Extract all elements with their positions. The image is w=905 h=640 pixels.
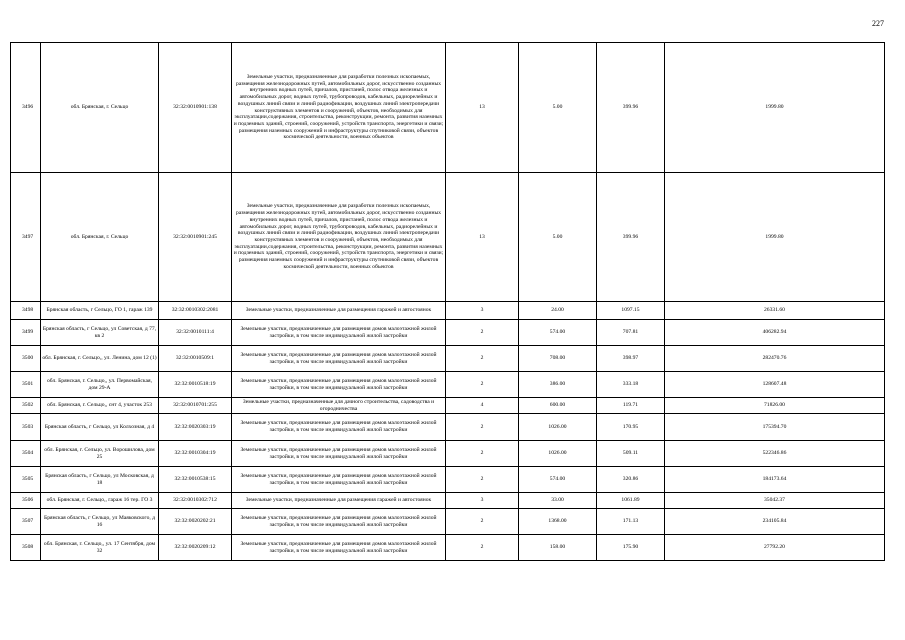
row-cadastral-value: 71826.00 bbox=[665, 398, 885, 414]
row-cadastral-number: 32:32:0010701:255 bbox=[159, 398, 232, 414]
row-unit-price: 1061.89 bbox=[597, 493, 665, 509]
row-land-use: Земельные участки, предназначенные для размещения домов малоэтажной жилой застройки, в том числе индивидуальной жилой застройки bbox=[232, 346, 446, 372]
row-land-use: Земельные участки, предназначенные для размещения домов малоэтажной жилой застройки, в том числе индивидуальной жилой застройки bbox=[232, 414, 446, 441]
row-cadastral-value: 234105.84 bbox=[665, 509, 885, 535]
row-address: обл. Брянская, г. Сельцо,, ул. Ленина, дом 12 (1) bbox=[41, 346, 159, 372]
row-unit-price: 320.86 bbox=[597, 467, 665, 493]
table-row bbox=[11, 467, 885, 493]
row-cadastral-value: 26331.60 bbox=[665, 302, 885, 320]
row-land-use: Земельные участки, предназначенные для дачного строительства, садоводства и огородничества bbox=[232, 398, 446, 414]
row-cadastral-number: 32:32:0010518:19 bbox=[159, 372, 232, 398]
row-group: 2 bbox=[446, 320, 519, 346]
row-cadastral-value: 27792.20 bbox=[665, 535, 885, 561]
row-unit-price: 171.13 bbox=[597, 509, 665, 535]
row-number: 3500 bbox=[11, 346, 41, 372]
row-group: 2 bbox=[446, 535, 519, 561]
row-cadastral-value: 35042.37 bbox=[665, 493, 885, 509]
row-land-use: Земельные участки, предназначенные для размещения домов малоэтажной жилой застройки, в том числе индивидуальной жилой застройки bbox=[232, 441, 446, 467]
row-cadastral-number: 32:32:0010304:19 bbox=[159, 441, 232, 467]
row-group: 2 bbox=[446, 414, 519, 441]
row-cadastral-number: 32:32:0010538:15 bbox=[159, 467, 232, 493]
row-number: 3508 bbox=[11, 535, 41, 561]
row-group: 13 bbox=[446, 173, 519, 302]
row-number: 3503 bbox=[11, 414, 41, 441]
table-row bbox=[11, 43, 885, 173]
row-group: 2 bbox=[446, 441, 519, 467]
row-area: 574.00 bbox=[519, 320, 597, 346]
row-land-use: Земельные участки, предназначенные для разработки полезных ископаемых, размещения железнодорожных путей, автомобильных дорог, искусственно созданных внутренних водных путей, причалов, пристаней, полос отвода железных и автомобильных дорог, водных путей, трубопроводов, кабельных, радиорелейных и воздушных линий связи и линий радиофикации, воздушных линий электропередачи конструктивных элементов и сооружений, объектов, необходимых для эксплуатации,содержания, строительства, реконструкции, ремонта, развития наземных и подземных зданий, строений, сооружений, устройств транспорта, энергетики и связи; размещения наземных сооружений и инфраструктуры спутниковой связи, объектов космической деятельности, военных объектов bbox=[232, 173, 446, 302]
row-address: обл. Брянская, г. Сельцо,, гараж 16 тер. ГО 3 bbox=[41, 493, 159, 509]
row-number: 3499 bbox=[11, 320, 41, 346]
row-address: Брянская область, г Сельцо, ул Колхозная, д 4 bbox=[41, 414, 159, 441]
row-land-use: Земельные участки, предназначенные для размещения гаражей и автостоянок bbox=[232, 493, 446, 509]
row-cadastral-value: 1999.80 bbox=[665, 43, 885, 173]
row-land-use: Земельные участки, предназначенные для размещения домов малоэтажной жилой застройки, в том числе индивидуальной жилой застройки bbox=[232, 372, 446, 398]
page-number: 227 bbox=[872, 19, 884, 28]
row-area: 158.00 bbox=[519, 535, 597, 561]
row-group: 2 bbox=[446, 509, 519, 535]
row-group: 2 bbox=[446, 467, 519, 493]
row-unit-price: 170.95 bbox=[597, 414, 665, 441]
row-land-use: Земельные участки, предназначенные для размещения домов малоэтажной жилой застройки, в том числе индивидуальной жилой застройки bbox=[232, 535, 446, 561]
row-group: 13 bbox=[446, 43, 519, 173]
row-address: обл. Брянская, г. Сельцо,, ул. 17 Сентября, дом 32 bbox=[41, 535, 159, 561]
row-number: 3497 bbox=[11, 173, 41, 302]
row-number: 3505 bbox=[11, 467, 41, 493]
row-land-use: Земельные участки, предназначенные для разработки полезных ископаемых, размещения железнодорожных путей, автомобильных дорог, искусственно созданных внутренних водных путей, причалов, пристаней, полос отвода железных и автомобильных дорог, водных путей, трубопроводов, кабельных, радиорелейных и воздушных линий связи и линий радиофикации, воздушных линий электропередачи конструктивных элементов и сооружений, объектов, необходимых для эксплуатации,содержания, строительства, реконструкции, ремонта, развития наземных и подземных зданий, строений, сооружений, устройств транспорта, энергетики и связи; размещения наземных сооружений и инфраструктуры спутниковой связи, объектов космической деятельности, военных объектов bbox=[232, 43, 446, 173]
row-cadastral-value: 282470.76 bbox=[665, 346, 885, 372]
row-cadastral-number: 32:32:0010901:245 bbox=[159, 173, 232, 302]
table-row bbox=[11, 173, 885, 302]
table-row bbox=[11, 535, 885, 561]
row-number: 3504 bbox=[11, 441, 41, 467]
row-unit-price: 509.11 bbox=[597, 441, 665, 467]
row-unit-price: 707.81 bbox=[597, 320, 665, 346]
row-unit-price: 399.96 bbox=[597, 173, 665, 302]
row-cadastral-number: 32:32:0020202:21 bbox=[159, 509, 232, 535]
row-cadastral-number: 32:32:0010111:4 bbox=[159, 320, 232, 346]
row-group: 3 bbox=[446, 493, 519, 509]
row-address: Брянская область, г Сельцо, ГО 1, гараж 139 bbox=[41, 302, 159, 320]
row-group: 2 bbox=[446, 372, 519, 398]
row-address: обл. Брянская, г. Сельцо bbox=[41, 43, 159, 173]
row-area: 708.00 bbox=[519, 346, 597, 372]
table-row bbox=[11, 441, 885, 467]
row-number: 3501 bbox=[11, 372, 41, 398]
row-cadastral-value: 184173.64 bbox=[665, 467, 885, 493]
table-row bbox=[11, 509, 885, 535]
table-row bbox=[11, 493, 885, 509]
row-cadastral-value: 128607.48 bbox=[665, 372, 885, 398]
table-body bbox=[11, 43, 885, 561]
row-address: обл. Брянская, г. Сельцо,, ул. Первомайская, дом 29-А bbox=[41, 372, 159, 398]
row-unit-price: 119.71 bbox=[597, 398, 665, 414]
row-unit-price: 175.90 bbox=[597, 535, 665, 561]
table-row bbox=[11, 346, 885, 372]
row-number: 3498 bbox=[11, 302, 41, 320]
row-unit-price: 399.96 bbox=[597, 43, 665, 173]
row-unit-price: 1097.15 bbox=[597, 302, 665, 320]
row-address: Брянская область, г Сельцо, ул Советская, д 77, кв 2 bbox=[41, 320, 159, 346]
cadastral-value-table bbox=[10, 42, 885, 561]
row-area: 1026.00 bbox=[519, 441, 597, 467]
row-cadastral-number: 32:32:0010302:2081 bbox=[159, 302, 232, 320]
row-address: обл. Брянская, г. Сельцо, ул. Ворошилова, дом 25 bbox=[41, 441, 159, 467]
row-number: 3496 bbox=[11, 43, 41, 173]
row-area: 5.00 bbox=[519, 43, 597, 173]
row-group: 3 bbox=[446, 302, 519, 320]
table-row bbox=[11, 320, 885, 346]
row-land-use: Земельные участки, предназначенные для размещения домов малоэтажной жилой застройки, в том числе индивидуальной жилой застройки bbox=[232, 509, 446, 535]
row-number: 3507 bbox=[11, 509, 41, 535]
row-number: 3502 bbox=[11, 398, 41, 414]
row-area: 33.00 bbox=[519, 493, 597, 509]
row-unit-price: 333.18 bbox=[597, 372, 665, 398]
row-cadastral-value: 175394.70 bbox=[665, 414, 885, 441]
row-cadastral-number: 32:32:0020209:12 bbox=[159, 535, 232, 561]
row-area: 5.00 bbox=[519, 173, 597, 302]
row-cadastral-number: 32:32:0010302:712 bbox=[159, 493, 232, 509]
row-address: обл. Брянская, г. Сельцо bbox=[41, 173, 159, 302]
row-number: 3506 bbox=[11, 493, 41, 509]
row-area: 24.00 bbox=[519, 302, 597, 320]
row-cadastral-number: 32:32:0010901:138 bbox=[159, 43, 232, 173]
row-group: 4 bbox=[446, 398, 519, 414]
row-land-use: Земельные участки, предназначенные для размещения гаражей и автостоянок bbox=[232, 302, 446, 320]
row-cadastral-number: 32:32:0020303:19 bbox=[159, 414, 232, 441]
table-row bbox=[11, 414, 885, 441]
row-unit-price: 398.97 bbox=[597, 346, 665, 372]
row-area: 386.00 bbox=[519, 372, 597, 398]
row-area: 574.00 bbox=[519, 467, 597, 493]
row-land-use: Земельные участки, предназначенные для размещения домов малоэтажной жилой застройки, в том числе индивидуальной жилой застройки bbox=[232, 320, 446, 346]
row-cadastral-number: 32:32:0010509:1 bbox=[159, 346, 232, 372]
row-area: 1026.00 bbox=[519, 414, 597, 441]
row-address: Брянская область, г Сельцо, ул Московская, д 18 bbox=[41, 467, 159, 493]
row-land-use: Земельные участки, предназначенные для размещения домов малоэтажной жилой застройки, в том числе индивидуальной жилой застройки bbox=[232, 467, 446, 493]
row-address: Брянская область, г Сельцо, ул Маяковского, д 16 bbox=[41, 509, 159, 535]
row-cadastral-value: 406282.94 bbox=[665, 320, 885, 346]
row-area: 1368.00 bbox=[519, 509, 597, 535]
row-cadastral-value: 522346.86 bbox=[665, 441, 885, 467]
row-cadastral-value: 1999.80 bbox=[665, 173, 885, 302]
table-row bbox=[11, 302, 885, 320]
row-address: обл. Брянская, г. Сельцо,, снт 4, участок 253 bbox=[41, 398, 159, 414]
table-row bbox=[11, 372, 885, 398]
row-area: 600.00 bbox=[519, 398, 597, 414]
table-row bbox=[11, 398, 885, 414]
row-group: 2 bbox=[446, 346, 519, 372]
